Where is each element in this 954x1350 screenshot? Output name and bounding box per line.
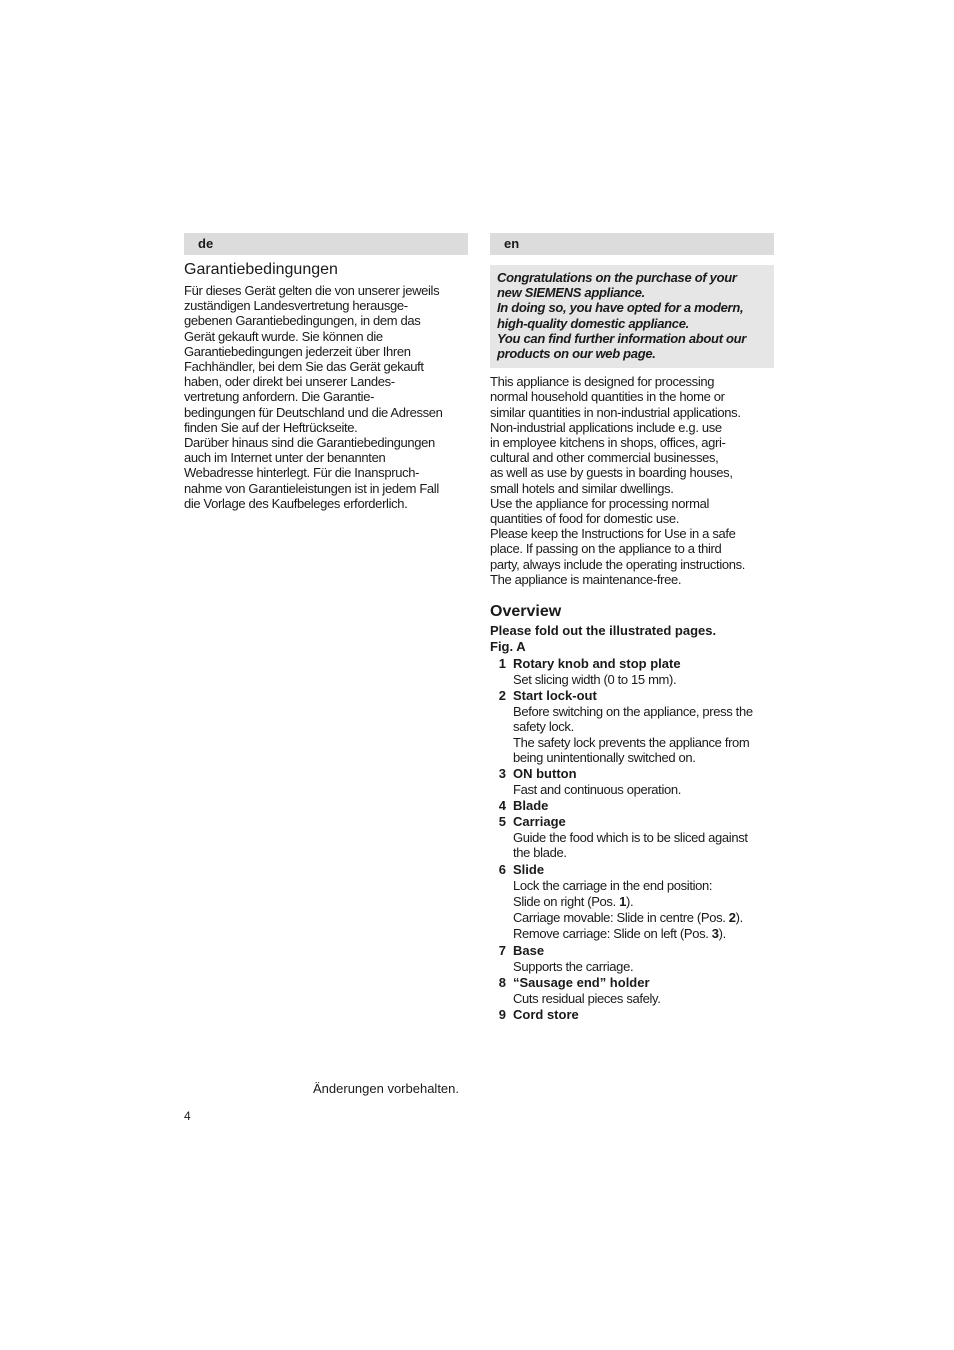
overview-item — [490, 688, 774, 765]
overview-item — [490, 975, 774, 1006]
item-title: Rotary knob and stop plate — [513, 656, 681, 672]
item-number: 2 — [498, 688, 506, 704]
congratulations-box — [490, 265, 774, 368]
item-description: Fast and continuous operation. — [513, 782, 682, 798]
intended-use-text — [490, 374, 774, 587]
item-number: 6 — [498, 861, 506, 877]
overview-item-list — [490, 656, 774, 1023]
item-number: 1 — [498, 656, 506, 672]
intended-use-paragraph: The appliance is maintenance-free. — [490, 571, 682, 587]
item-title: “Sausage end” holder — [513, 974, 650, 990]
item-title: Base — [513, 942, 545, 958]
item-title: Cord store — [513, 1006, 579, 1022]
intended-use-paragraph: Please keep the Instructions for Use in a safe place. If passing on the appliance to a third party, always include the operating instructions. — [490, 526, 746, 572]
item-number: 5 — [498, 814, 506, 830]
language-tab-de: de — [184, 233, 468, 255]
item-description: Set slicing width (0 to 15 mm). — [513, 672, 677, 688]
item-number: 8 — [498, 974, 506, 990]
item-description: Before switching on the appliance, press the safety lock. The safety lock prevents the appliance from being unintentionally switched on. — [513, 704, 753, 765]
language-tab-en: en — [490, 233, 774, 255]
item-description: Cuts residual pieces safely. — [513, 990, 661, 1006]
item-title: Slide — [513, 861, 545, 877]
overview-item — [490, 862, 774, 942]
warranty-paragraph: Darüber hinaus sind die Garantiebedingungen auch im Internet unter der benannten Webadresse hinterlegt. Für die Inanspruch- nahme von Garantieleistungen ist in jedem Fall die Vorlage des Kaufbeleges erforderlich. — [184, 435, 439, 511]
page-number: 4 — [184, 1109, 191, 1123]
warranty-heading: Garantiebedingungen — [184, 261, 338, 278]
overview-item — [490, 656, 774, 687]
item-title: Blade — [513, 798, 549, 814]
changes-reserved-note: Änderungen vorbehalten. — [313, 1081, 460, 1096]
fold-out-note: Please fold out the illustrated pages. — [490, 623, 717, 639]
figure-label: Fig. A — [490, 638, 526, 654]
overview-heading: Overview — [490, 603, 562, 621]
slide-position-line: Slide on right (Pos. 1). — [513, 893, 634, 909]
item-description: Supports the carriage. — [513, 958, 634, 974]
item-description: Guide the food which is to be sliced against the blade. — [513, 830, 748, 861]
intro-line: You can find further information about our products on our web page. — [497, 330, 747, 362]
german-column — [184, 233, 468, 511]
position-number: 2 — [728, 910, 736, 926]
intro-line: In doing so, you have opted for a modern, high-quality domestic appliance. — [497, 300, 744, 331]
item-number: 4 — [498, 798, 506, 814]
item-title: ON button — [513, 766, 577, 782]
english-column — [490, 233, 774, 1023]
item-number: 3 — [498, 766, 506, 782]
intended-use-paragraph: Use the appliance for processing normal quantities of food for domestic use. — [490, 495, 710, 527]
item-description: Lock the carriage in the end position: — [513, 877, 713, 893]
position-number: 3 — [711, 926, 719, 942]
item-title: Carriage — [513, 814, 566, 830]
warranty-text — [184, 283, 468, 511]
overview-item — [490, 943, 774, 974]
item-number: 9 — [498, 1006, 506, 1022]
warranty-paragraph: Für dieses Gerät gelten die von unserer jeweils zuständigen Landesvertretung herausge- gebenen Garantiebedingungen, in dem das Gerät gekauft wurde. Sie können die Garantiebedingungen jederzeit über Ihren Fachhändler, bei dem Sie das Gerät gekauft haben, oder direkt bei unserer Landes- vertretung anfordern. Die Garantie- bedingungen für Deutschland und die Adressen finden Sie auf der Heftrückseite. — [184, 283, 443, 435]
slide-position-line: Remove carriage: Slide on left (Pos. 3). — [513, 926, 726, 942]
item-title: Start lock-out — [513, 688, 597, 704]
position-number: 1 — [619, 893, 626, 909]
overview-item — [490, 1007, 774, 1023]
slide-position-line: Carriage movable: Slide in centre (Pos. 2). — [513, 910, 743, 926]
overview-item — [490, 766, 774, 797]
overview-item — [490, 798, 774, 814]
item-number: 7 — [498, 942, 506, 958]
intended-use-paragraph: This appliance is designed for processing normal household quantities in the home or similar quantities in non-industrial applications. Non-industrial applications include e.g. use in employee kitchens in shops, offices, agri- cultural and other commercial businesses, as well as use by guests in boarding houses, small hotels and similar dwellings. — [490, 374, 741, 496]
overview-item — [490, 814, 774, 860]
intro-line: Congratulations on the purchase of your new SIEMENS appliance. — [497, 270, 737, 301]
